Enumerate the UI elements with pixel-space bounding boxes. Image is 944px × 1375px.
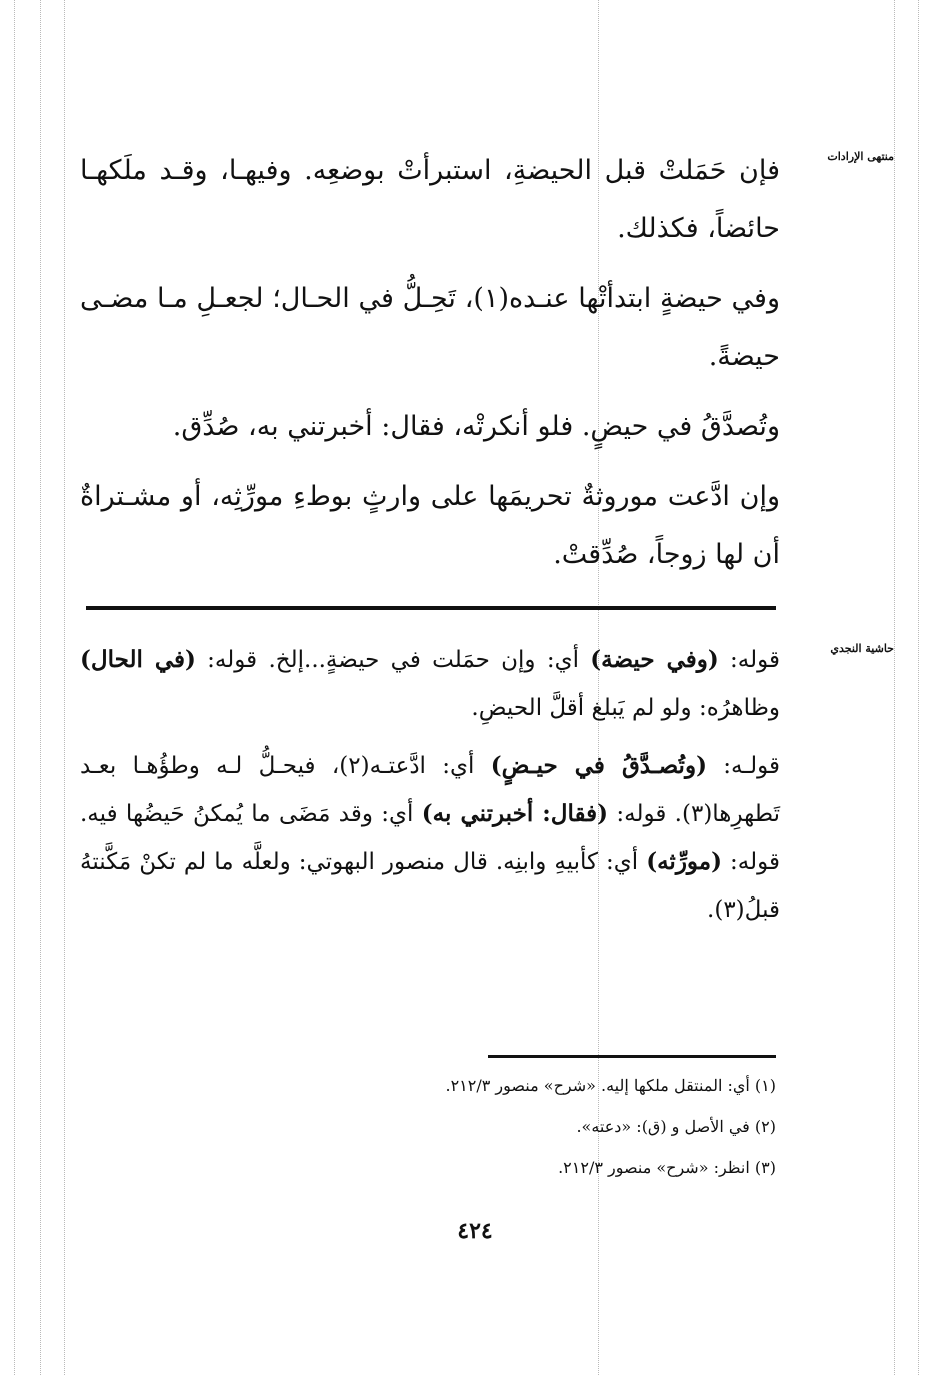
guide-line (894, 0, 895, 1375)
quoted-phrase: (مورِّثه) (646, 848, 723, 875)
footnote: (٢) في الأصل و (ق): «دعته». (576, 1117, 776, 1136)
footnote: (١) أي: المنتقل ملكها إليه. «شرح» منصور ٢١٢/٣. (445, 1076, 776, 1095)
text-run: أي: وقد مَضَى ما يُمكنُ حَيضُها فيه. قوله: (80, 801, 781, 875)
hashiya-paragraph (80, 742, 780, 934)
quoted-phrase: (في الحال) (80, 646, 196, 673)
footnotes (300, 1076, 776, 1199)
footnote-rule (488, 1055, 776, 1058)
text-run: قولـه: (706, 753, 780, 779)
text-run: وظاهرُه: ولو لم يَبلغ أقلَّ الحيضِ. (471, 695, 780, 721)
text-run: أي: وإن حمَلت في حيضةٍ...إلخ. قوله: (195, 647, 591, 673)
main-paragraph: وتُصدَّقُ في حيضٍ. فلو أنكرتْه، فقال: أخبرتني به، صُدِّق. (172, 411, 780, 442)
main-paragraph: وإن ادَّعت موروثةٌ تحريمَها على وارثٍ بوطءِ مورِّثِه، أو مشـتراةٌ أن لها زوجاً، صُدِّقتْ. (80, 481, 780, 570)
hashiya-text (80, 636, 780, 934)
quoted-phrase: (وفي حيضة) (590, 646, 719, 673)
guide-line (14, 0, 15, 1375)
text-run: أي: ادَّعتـه(٢)، فيحـلُّ لـه وطؤُهـا بعـد تَطهرِها(٣). قوله: (80, 753, 780, 827)
main-paragraph: فإن حَمَلتْ قبل الحيضةِ، استبرأتْ بوضعِه. وفيهـا، وقـد ملَكهـا حائضاً، فكذلك. (80, 155, 780, 244)
side-label-hashiya: حاشية النجدي (830, 642, 894, 655)
main-paragraph: وفي حيضةٍ ابتدأتْها عنـده(١)، تَحِـلُّ في الحـال؛ لجعـلِ مـا مضـى حيضةً. (80, 283, 780, 372)
main-text (80, 142, 780, 584)
page-number: ٤٢٤ (457, 1218, 493, 1244)
hashiya-paragraph (80, 636, 780, 732)
separator-rule (86, 606, 776, 610)
text-run: قوله: (718, 647, 780, 673)
footnote: (٣) انظر: «شرح» منصور ٢١٢/٣. (558, 1158, 776, 1177)
guide-line (64, 0, 65, 1375)
text-run: أي: كأبيهِ وابنِه. قال منصور البهوتي: ولعلَّه ما لم تكنْ مَكَّنتهُ قبلُ(٣). (80, 849, 780, 923)
guide-line (918, 0, 919, 1375)
guide-line (40, 0, 41, 1375)
side-label-matn: منتهى الإرادات (827, 150, 894, 163)
quoted-phrase: (فقال: أخبرتني به) (421, 800, 608, 827)
quoted-phrase: (وتُصـدَّقُ في حيـضٍ) (490, 752, 707, 779)
